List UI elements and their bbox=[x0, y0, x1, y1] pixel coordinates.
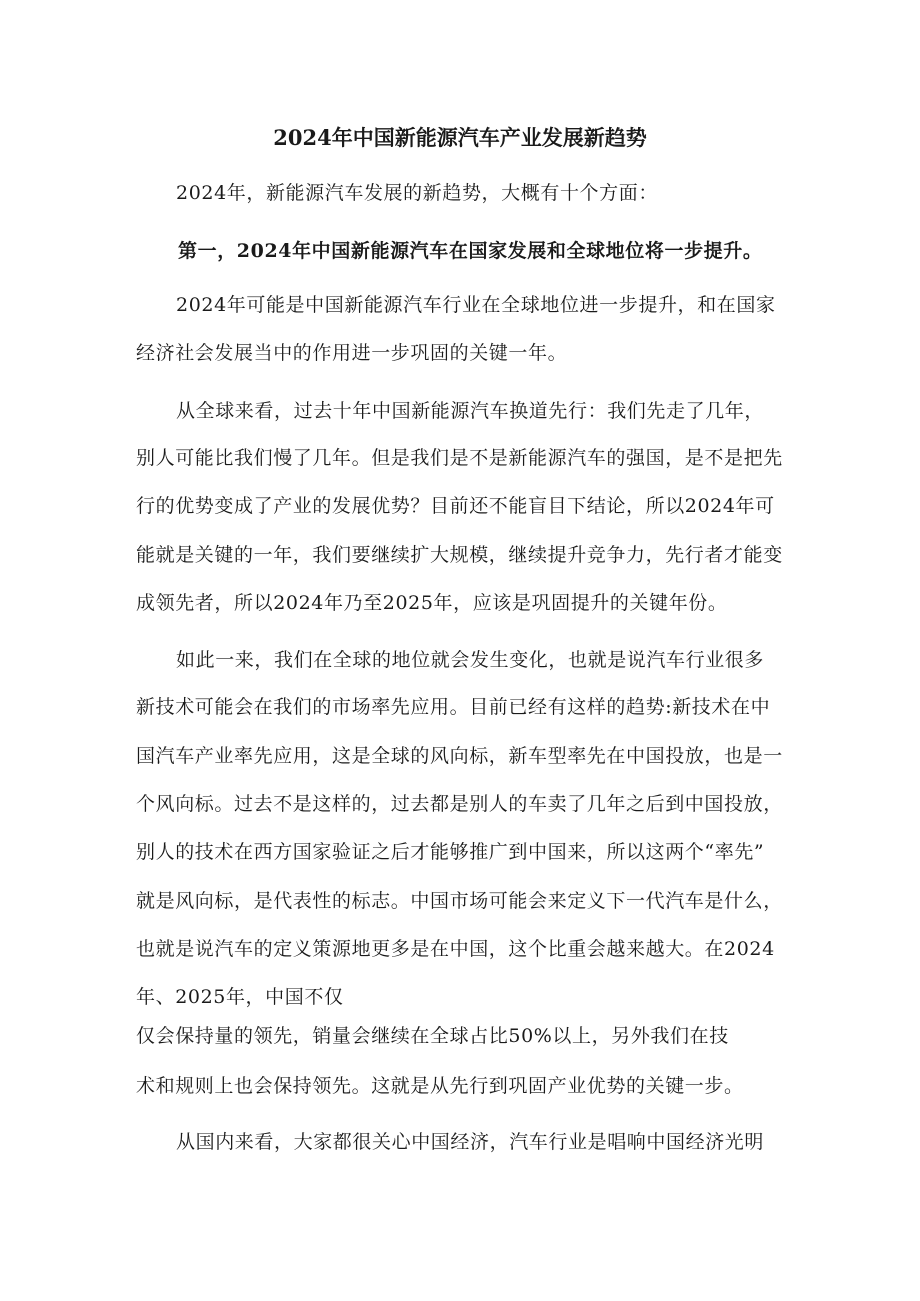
section-heading-1: 第一，2024年中国新能源汽车在国家发展和全球地位将一步提升。 bbox=[178, 240, 763, 262]
intro-line: 2024年，新能源汽车发展的新趋势，大概有十个方面： bbox=[176, 182, 658, 204]
paragraph-line: 别人可能比我们慢了几年。但是我们是不是新能源汽车的强国，是不是把先 bbox=[136, 447, 783, 469]
paragraph-line: 个风向标。过去不是这样的，过去都是别人的车卖了几年之后到中国投放， bbox=[136, 793, 783, 815]
paragraph-line: 2024年可能是中国新能源汽车行业在全球地位进一步提升，和在国家 bbox=[176, 294, 776, 316]
paragraph-line: 就是风向标，是代表性的标志。中国市场可能会来定义下一代汽车是什么， bbox=[136, 890, 783, 912]
paragraph-line: 年、2025年，中国不仅 bbox=[136, 986, 344, 1008]
paragraph-line: 行的优势变成了产业的发展优势？目前还不能盲目下结论，所以2024年可 bbox=[136, 495, 775, 517]
paragraph-line: 从国内来看，大家都很关心中国经济，汽车行业是唱响中国经济光明 bbox=[176, 1131, 765, 1153]
paragraph-line: 仅会保持量的领先，销量会继续在全球占比50%以上，另外我们在技 bbox=[136, 1025, 729, 1047]
paragraph-line: 能就是关键的一年，我们要继续扩大规模，继续提升竞争力，先行者才能变 bbox=[136, 544, 783, 566]
paragraph-line: 也就是说汽车的定义策源地更多是在中国，这个比重会越来越大。在2024 bbox=[136, 938, 775, 960]
document-title: 2024年中国新能源汽车产业发展新趋势 bbox=[273, 125, 647, 150]
paragraph-line: 新技术可能会在我们的市场率先应用。目前已经有这样的趋势:新技术在中 bbox=[136, 696, 771, 718]
paragraph-line: 经济社会发展当中的作用进一步巩固的关键一年。 bbox=[136, 342, 568, 364]
paragraph-line: 术和规则上也会保持领先。这就是从先行到巩固产业优势的关键一步。 bbox=[136, 1075, 744, 1097]
paragraph-line: 从全球来看，过去十年中国新能源汽车换道先行：我们先走了几年， bbox=[176, 400, 765, 422]
paragraph-line: 别人的技术在西方国家验证之后才能够推广到中国来，所以这两个“率先” bbox=[136, 841, 765, 863]
paragraph-line: 如此一来，我们在全球的地位就会发生变化，也就是说汽车行业很多 bbox=[176, 649, 765, 671]
paragraph-line: 国汽车产业率先应用，这是全球的风向标，新车型率先在中国投放，也是一 bbox=[136, 745, 783, 767]
paragraph-line: 成领先者，所以2024年乃至2025年，应该是巩固提升的关键年份。 bbox=[136, 592, 728, 614]
